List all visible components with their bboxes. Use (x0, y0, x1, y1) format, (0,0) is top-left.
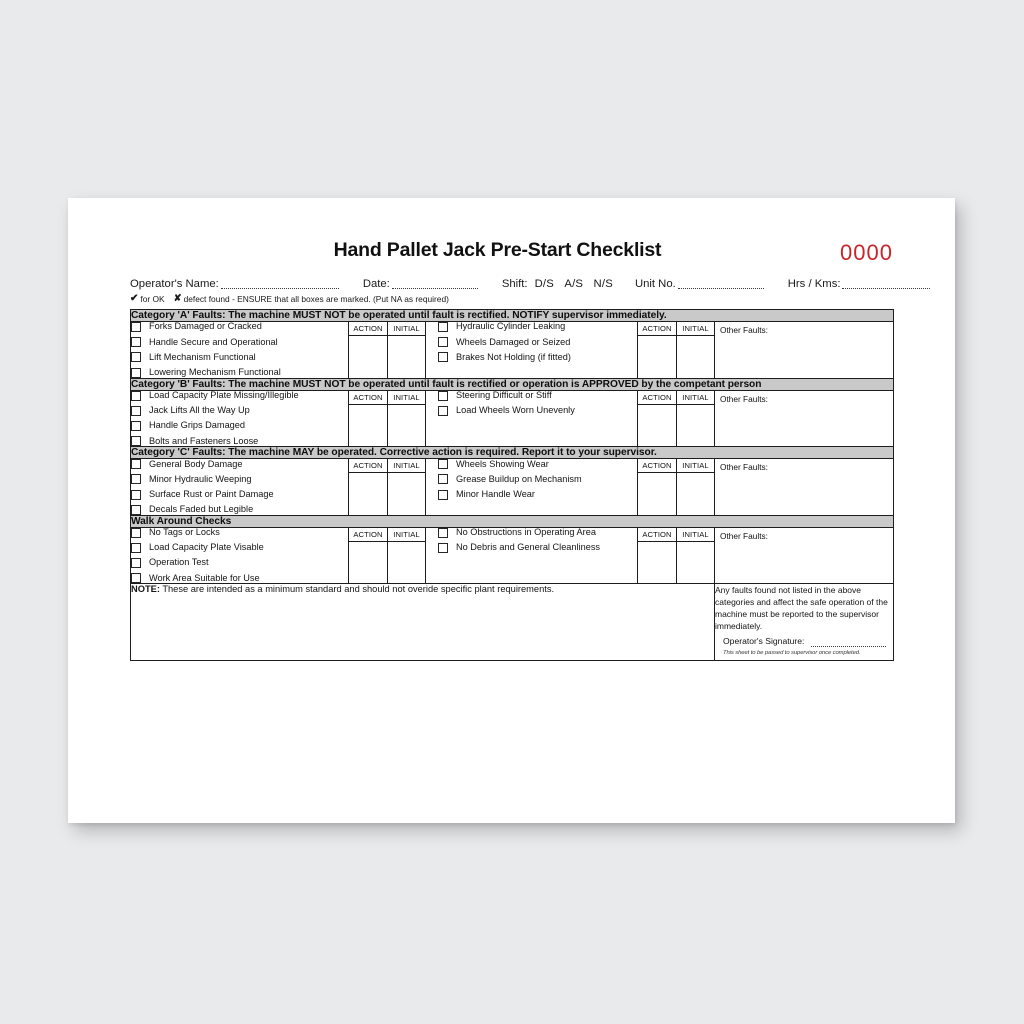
note-text: These are intended as a minimum standard and should not overide specific plant requirements. (159, 584, 555, 595)
checklist-item[interactable] (438, 391, 637, 401)
checklist-item-label: Handle Grips Damaged (149, 420, 246, 431)
checklist-item[interactable] (131, 459, 348, 469)
section-heading-row (131, 378, 894, 390)
section-heading-category-a: Category 'A' Faults: The machine MUST NOT be operated until fault is rectified. NOTIFY supervisor immediately. (131, 310, 894, 322)
checklist-item-label: Wheels Showing Wear (456, 458, 549, 469)
checklist-item-label: Handle Secure and Operational (149, 336, 278, 347)
initial-column-right-header: INITIAL (677, 322, 714, 336)
initial-column-right[interactable] (677, 322, 715, 379)
operator-details-row (130, 278, 893, 290)
checklist-item-label: Wheels Damaged or Seized (456, 336, 571, 347)
signature-input[interactable] (811, 637, 886, 647)
checkbox-icon[interactable] (131, 505, 141, 515)
checklist-item[interactable] (438, 528, 637, 538)
fine-print: This sheet to be passed to supervisor once completed. (723, 649, 861, 656)
checklist-item[interactable] (131, 474, 348, 484)
initial-column-left[interactable] (388, 390, 426, 447)
unlisted-faults-notice (715, 584, 894, 661)
checklist-item-label: Surface Rust or Paint Damage (149, 488, 274, 499)
page-title: Hand Pallet Jack Pre-Start Checklist (333, 239, 662, 261)
checklist-items-left (131, 527, 349, 584)
other-faults-label: Other Faults: (720, 325, 768, 335)
checklist-items-right (426, 390, 638, 447)
signature-label: Operator's Signature: (723, 636, 805, 647)
checklist-items-right (426, 527, 638, 584)
checklist-item-label: Work Area Suitable for Use (149, 572, 260, 583)
other-faults-cell[interactable] (715, 322, 894, 379)
unlisted-faults-text: Any faults found not listed in the above categories and affect the safe operation of the machine must be reported to the supervisor immediately. (715, 585, 888, 632)
other-faults-label: Other Faults: (720, 530, 768, 541)
checklist-item[interactable] (438, 490, 637, 500)
checklist-item[interactable] (131, 322, 348, 332)
action-column-left[interactable] (349, 527, 388, 584)
checklist-item-label: Load Wheels Worn Unevenly (456, 405, 575, 416)
checklist-item[interactable] (131, 505, 348, 515)
checkbox-icon[interactable] (438, 474, 448, 484)
checklist-item[interactable] (438, 406, 637, 416)
action-column-right-header: ACTION (638, 528, 676, 542)
serial-number: 0000 (840, 240, 893, 265)
checklist-item-label: Grease Buildup on Mechanism (456, 473, 582, 484)
unit-no-input[interactable] (678, 278, 764, 289)
action-column-right-header: ACTION (638, 391, 676, 405)
action-column-left[interactable] (349, 390, 388, 447)
checkbox-icon[interactable] (438, 337, 448, 347)
other-faults-cell[interactable] (715, 459, 894, 516)
checklist-items-right (426, 322, 638, 379)
section-body-row (131, 390, 894, 447)
action-column-left-header: ACTION (349, 459, 387, 473)
checkbox-icon[interactable] (131, 474, 141, 484)
action-column-left-header: ACTION (349, 528, 387, 542)
checkbox-icon[interactable] (131, 543, 141, 553)
checkbox-icon[interactable] (131, 352, 141, 362)
checklist-item[interactable] (131, 573, 348, 583)
checklist-item-label: Bolts and Fasteners Loose (149, 435, 259, 446)
section-heading-category-b: Category 'B' Faults: The machine MUST NOT be operated until fault is rectified or operation is APPROVED by the competant person (131, 378, 894, 390)
title-row (130, 236, 893, 272)
checklist-item-label: Hydraulic Cylinder Leaking (456, 321, 566, 332)
checkbox-icon[interactable] (438, 490, 448, 500)
section-heading-walk-around-checks: Walk Around Checks (131, 515, 894, 527)
sheet-content (130, 236, 893, 776)
checklist-item[interactable] (438, 337, 637, 347)
initial-column-left-header: INITIAL (388, 391, 425, 405)
unit-no-label: Unit No. (634, 278, 676, 290)
section-body-row (131, 322, 894, 379)
checklist-items-left (131, 390, 349, 447)
section-heading-row (131, 447, 894, 459)
checkbox-icon[interactable] (131, 368, 141, 378)
checklist-items-right (426, 459, 638, 516)
checklist-item[interactable] (131, 528, 348, 538)
checklist-item-label: Minor Hydraulic Weeping (149, 473, 252, 484)
action-column-right-header: ACTION (638, 459, 676, 473)
checklist-item[interactable] (438, 352, 637, 362)
checklist-item-label: Operation Test (149, 557, 209, 568)
section-heading-row (131, 310, 894, 322)
hrs-kms-label: Hrs / Kms: (787, 278, 841, 290)
hrs-kms-input[interactable] (842, 278, 930, 289)
checkbox-icon[interactable] (438, 528, 448, 538)
initial-column-left-header: INITIAL (388, 322, 425, 336)
checkbox-icon[interactable] (131, 406, 141, 416)
initial-column-right-header: INITIAL (677, 528, 714, 542)
cross-icon: ✘ (173, 293, 182, 304)
checklist-item-label: Load Capacity Plate Missing/Illegible (149, 389, 299, 400)
checklist-item[interactable] (131, 490, 348, 500)
checklist-item[interactable] (131, 391, 348, 401)
checklist-item[interactable] (438, 474, 637, 484)
initial-column-left[interactable] (388, 322, 426, 379)
checkbox-icon[interactable] (131, 421, 141, 431)
checklist-item-label: Steering Difficult or Stiff (456, 389, 552, 400)
action-column-left[interactable] (349, 322, 388, 379)
checkbox-icon[interactable] (438, 406, 448, 416)
checklist-item-label: Jack Lifts All the Way Up (149, 405, 250, 416)
initial-column-right[interactable] (677, 459, 715, 516)
other-faults-cell[interactable] (715, 527, 894, 584)
shift-options (528, 278, 613, 290)
checkbox-icon[interactable] (131, 490, 141, 500)
checklist-item[interactable] (438, 543, 637, 553)
checkbox-icon[interactable] (438, 352, 448, 362)
checklist-table (130, 309, 894, 661)
checklist-item-label: Lowering Mechanism Functional (149, 366, 281, 377)
section-body-row (131, 459, 894, 516)
checklist-item-label: Brakes Not Holding (if fitted) (456, 351, 571, 362)
action-column-left-header: ACTION (349, 322, 387, 336)
checklist-item[interactable] (438, 322, 637, 332)
checklist-item[interactable] (131, 368, 348, 378)
checklist-item[interactable] (131, 543, 348, 553)
checkbox-icon[interactable] (438, 391, 448, 401)
checkbox-icon[interactable] (438, 322, 448, 332)
checkbox-icon[interactable] (131, 528, 141, 538)
initial-column-right-header: INITIAL (677, 459, 714, 473)
note-prefix: NOTE: (131, 584, 160, 595)
checkbox-icon[interactable] (131, 337, 141, 347)
initial-column-right[interactable] (677, 390, 715, 447)
checklist-items-left (131, 459, 349, 516)
checklist-item-label: Minor Handle Wear (456, 488, 535, 499)
checklist-item-label: No Obstructions in Operating Area (456, 527, 596, 538)
other-faults-cell[interactable] (715, 390, 894, 447)
legend-defect-text: defect found - ENSURE that all boxes are marked. (Put NA as required) (183, 293, 449, 304)
action-column-left[interactable] (349, 459, 388, 516)
other-faults-label: Other Faults: (720, 393, 768, 404)
checklist-item-label: Load Capacity Plate Visable (149, 542, 264, 553)
footer-row (131, 584, 894, 661)
shift-option-ds[interactable]: D/S (534, 278, 555, 290)
action-column-right-header: ACTION (638, 322, 676, 336)
note-cell (131, 584, 715, 661)
operator-name-input[interactable] (221, 278, 339, 289)
checkbox-icon[interactable] (131, 558, 141, 568)
section-body-row (131, 527, 894, 584)
section-heading-row (131, 515, 894, 527)
checklist-items-left (131, 322, 349, 379)
action-column-left-header: ACTION (349, 391, 387, 405)
checkbox-icon[interactable] (131, 459, 141, 469)
legend-ok-text: for OK (140, 293, 165, 304)
action-column-right[interactable] (638, 322, 677, 379)
action-column-right[interactable] (638, 390, 677, 447)
checklist-item[interactable] (131, 436, 348, 446)
initial-column-right[interactable] (677, 527, 715, 584)
checklist-item[interactable] (131, 352, 348, 362)
checklist-item[interactable] (438, 459, 637, 469)
checklist-item-label: Lift Mechanism Functional (149, 351, 256, 362)
initial-column-left-header: INITIAL (388, 528, 425, 542)
operator-name-label: Operator's Name: (130, 278, 219, 290)
checkbox-icon[interactable] (131, 573, 141, 583)
signature-row (723, 635, 886, 647)
checkbox-icon[interactable] (131, 436, 141, 446)
shift-option-as[interactable]: A/S (564, 278, 584, 290)
other-faults-label: Other Faults: (720, 462, 768, 473)
checklist-item-label: No Tags or Locks (149, 527, 220, 538)
initial-column-left[interactable] (388, 527, 426, 584)
action-column-right[interactable] (638, 527, 677, 584)
marking-legend (130, 293, 893, 304)
checklist-item[interactable] (131, 406, 348, 416)
section-heading-category-c: Category 'C' Faults: The machine MAY be operated. Corrective action is required. Report it to your supervisor. (131, 447, 894, 459)
checklist-item[interactable] (131, 421, 348, 431)
checkbox-icon[interactable] (131, 322, 141, 332)
checklist-item-label: General Body Damage (149, 458, 243, 469)
initial-column-left-header: INITIAL (388, 459, 425, 473)
checklist-item[interactable] (131, 558, 348, 568)
initial-column-left[interactable] (388, 459, 426, 516)
checkbox-icon[interactable] (438, 459, 448, 469)
action-column-right[interactable] (638, 459, 677, 516)
initial-column-right-header: INITIAL (677, 391, 714, 405)
checklist-item-label: Forks Damaged or Cracked (149, 321, 262, 332)
checklist-item[interactable] (131, 337, 348, 347)
checkbox-icon[interactable] (131, 391, 141, 401)
date-label: Date: (362, 278, 390, 290)
shift-label: Shift: (501, 278, 528, 290)
checklist-item-label: No Debris and General Cleanliness (456, 542, 601, 553)
checkbox-icon[interactable] (438, 543, 448, 553)
checklist-item-label: Decals Faded but Legible (149, 504, 254, 515)
check-icon: ✔ (130, 293, 139, 304)
checklist-sheet (68, 198, 955, 823)
date-input[interactable] (392, 278, 478, 289)
shift-option-ns[interactable]: N/S (593, 278, 613, 290)
